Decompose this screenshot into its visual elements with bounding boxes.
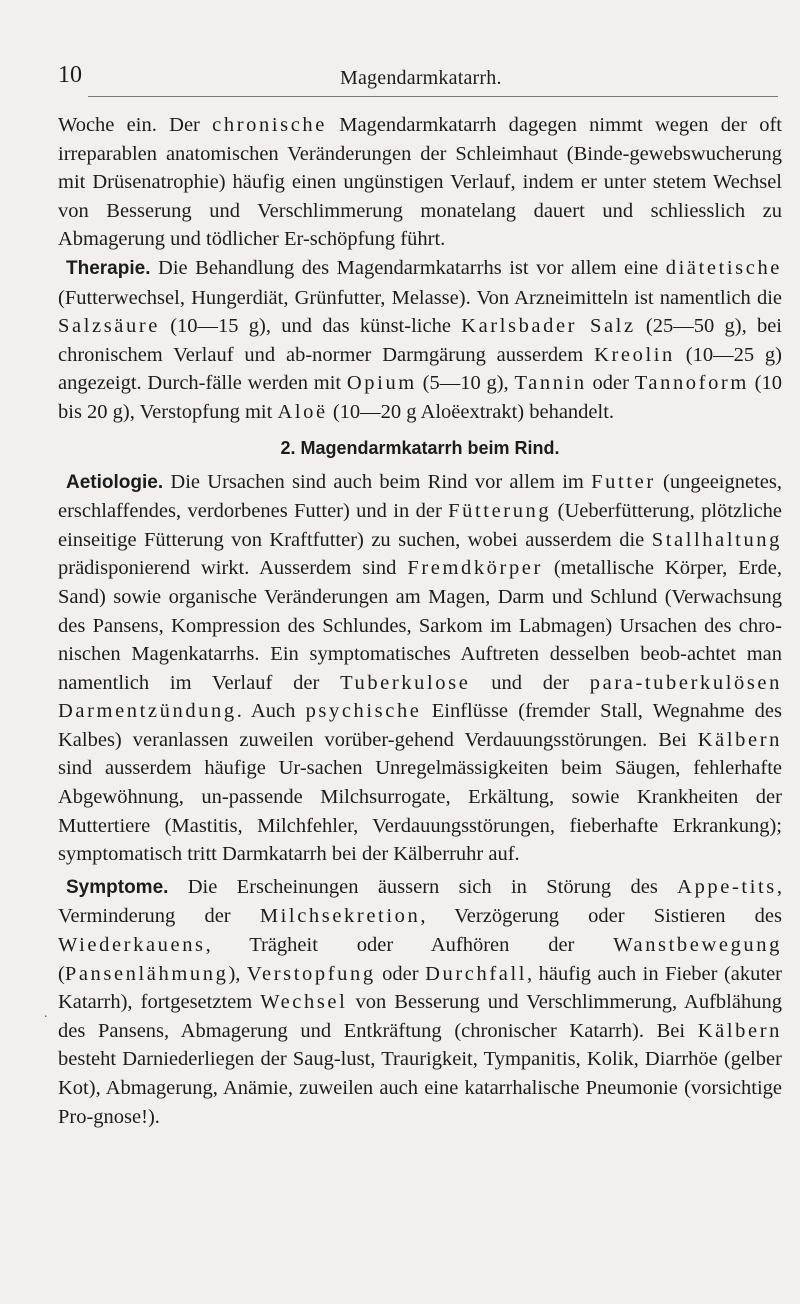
therapie-heading: Therapie. [66,257,151,279]
body-text [58,111,782,1131]
aetiologie-paragraph: Aetiologie. Die Ursachen sind auch beim Rind vor allem im Futter (ungeeignetes, erschlaffendes, verdorbenes Futter) und in der Fütterung (Ueberfütterung, plötzliche einseitige Fütterung von Kraftfutter) zu suchen, wobei ausserdem die Stallhaltung prädisponierend wirkt. Ausserdem sind Fremdkörper (metallische Körper, Erde, Sand) sowie organische Veränderungen am Magen, Darm und Schlund (Verwachsung des Pansens, Kompression des Schlundes, Sarkom im Labmagen) Ursachen des chro-nischen Magenkatarrhs. Ein symptomatisches Auftreten desselben beob-achtet man namentlich im Verlauf der Tuberkulose und der para-tuberkulösen Darmentzündung. Auch psychische Einflüsse (fremder Stall, Wegnahme des Kalbes) veranlassen zuweilen vorüber-gehend Verdauungsstörungen. Bei Kälbern sind ausserdem häufige Ur-sachen Unregelmässigkeiten beim Säugen, fehlerhafte Abgewöhnung, un-passende Milchsurrogate, Erkältung, sowie Krankheiten der Muttertiere (Mastitis, Milchfehler, Verdauungsstörungen, fieberhafte Erkrankung); symptomatisch tritt Darmkatarrh bei der Kälberruhr auf. [58,470,782,866]
symptome-heading: Symptome. [66,876,169,898]
intro-paragraph: Woche ein. Der chronische Magendarmkatarrh dagegen nimmt wegen der oft irreparablen anatomischen Veränderungen der Schleimhaut (Binde-gewebswucherung mit Drüsenatrophie) häufig einen ungünstigen Verlauf, indem er unter stetem Wechsel von Besserung und Verschlimmerung monatelang dauert und schliesslich zu Abmagerung und tödlicher Er-schöpfung führt. [58,114,783,251]
aetiologie-heading: Aetiologie. [66,471,164,493]
section-heading-rind: 2. Magendarmkatarrh beim Rind. [280,437,560,458]
therapie-paragraph: Therapie. Die Behandlung des Magendarmkatarrhs ist vor allem eine diätetische (Futterwechsel, Hungerdiät, Grünfutter, Melasse). Von Arzneimitteln ist namentlich die Salzsäure (10—15 g), und das künst-liche Karlsbader Salz (25—50 g), bei chronischem Verlauf und ab-normer Darmgärung ausserdem Kreolin (10—25 g) angezeigt. Durch-fälle werden mit Opium (5—10 g), Tannin oder Tannoform (10 bis 20 g), Verstopfung mit Aloë (10—20 g Aloëextrakt) behandelt. [58,256,783,423]
page-number: 10 [58,62,82,88]
header-rule [88,96,778,97]
running-head: Magendarmkatarrh. [340,67,502,89]
symptome-paragraph: Symptome. Die Erscheinungen äussern sich in Störung des Appe-tits, Verminderung der Milchsekretion, Verzögerung oder Sistieren des Wiederkauens, Trägheit oder Aufhören der Wanstbewegung (Pansenlähmung), Verstopfung oder Durchfall, häufig auch in Fieber (akuter Katarrh), fortgesetztem Wechsel von Besserung und Verschlimmerung, Aufblähung des Pansens, Abmagerung und Entkräftung (chronischer Katarrh). Bei Kälbern besteht Darniederliegen der Saug-lust, Traurigkeit, Tympanitis, Kolik, Diarrhöe (gelber Kot), Abmagerung, Anämie, zuweilen auch eine katarrhalische Pneumonie (vorsichtige Pro-gnose!). [58,875,783,1128]
page-header [58,60,778,96]
margin-mark: . [44,1006,48,1021]
